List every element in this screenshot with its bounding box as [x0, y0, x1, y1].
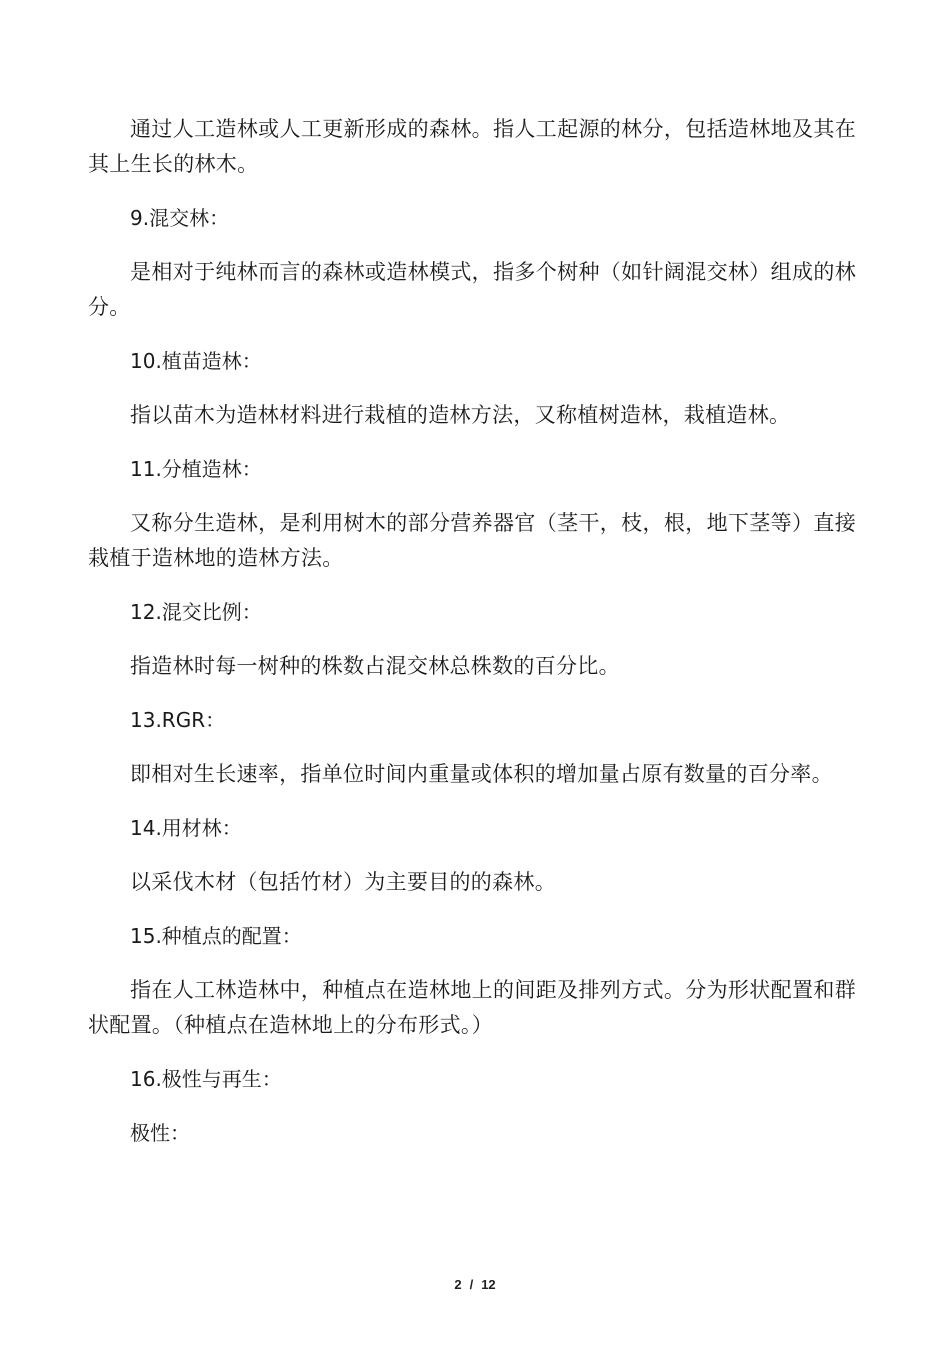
term-heading: 13.RGR： — [130, 708, 226, 732]
total-pages-number: 12 — [481, 1277, 496, 1292]
page-separator: / — [469, 1277, 474, 1292]
paragraph: 以采伐木材（包括竹材）为主要目的的森林。 — [130, 870, 556, 894]
document-body — [88, 112, 856, 1170]
paragraph: 指以苗木为造林材料进行栽植的造林方法，又称植树造林，栽植造林。 — [130, 403, 791, 427]
term-heading: 极性： — [130, 1121, 190, 1145]
term-heading: 10.植苗造林： — [130, 349, 262, 373]
paragraph: 指在人工林造林中，种植点在造林地上的间距及排列方式。分为形状配置和群状配置。（种植点在造林地上的分布形式。） — [88, 978, 856, 1037]
paragraph: 通过人工造林或人工更新形成的森林。指人工起源的林分，包括造林地及其在其上生长的林木。 — [88, 117, 856, 176]
term-heading: 9.混交林： — [130, 206, 230, 230]
term-heading: 15.种植点的配置： — [130, 924, 302, 948]
term-heading: 12.混交比例： — [130, 600, 262, 624]
term-heading: 11.分植造林： — [130, 457, 262, 481]
paragraph: 是相对于纯林而言的森林或造林模式，指多个树种（如针阔混交林）组成的林分。 — [88, 260, 856, 319]
current-page-number: 2 — [454, 1277, 462, 1292]
page-number — [0, 1277, 950, 1292]
term-heading: 16.极性与再生： — [130, 1067, 282, 1091]
term-heading: 14.用材林： — [130, 816, 242, 840]
paragraph: 即相对生长速率，指单位时间内重量或体积的增加量占原有数量的百分率。 — [130, 762, 833, 786]
paragraph: 又称分生造林，是利用树木的部分营养器官（茎干，枝，根，地下茎等）直接栽植于造林地的造林方法。 — [88, 511, 856, 570]
paragraph: 指造林时每一树种的株数占混交林总株数的百分比。 — [130, 654, 620, 678]
